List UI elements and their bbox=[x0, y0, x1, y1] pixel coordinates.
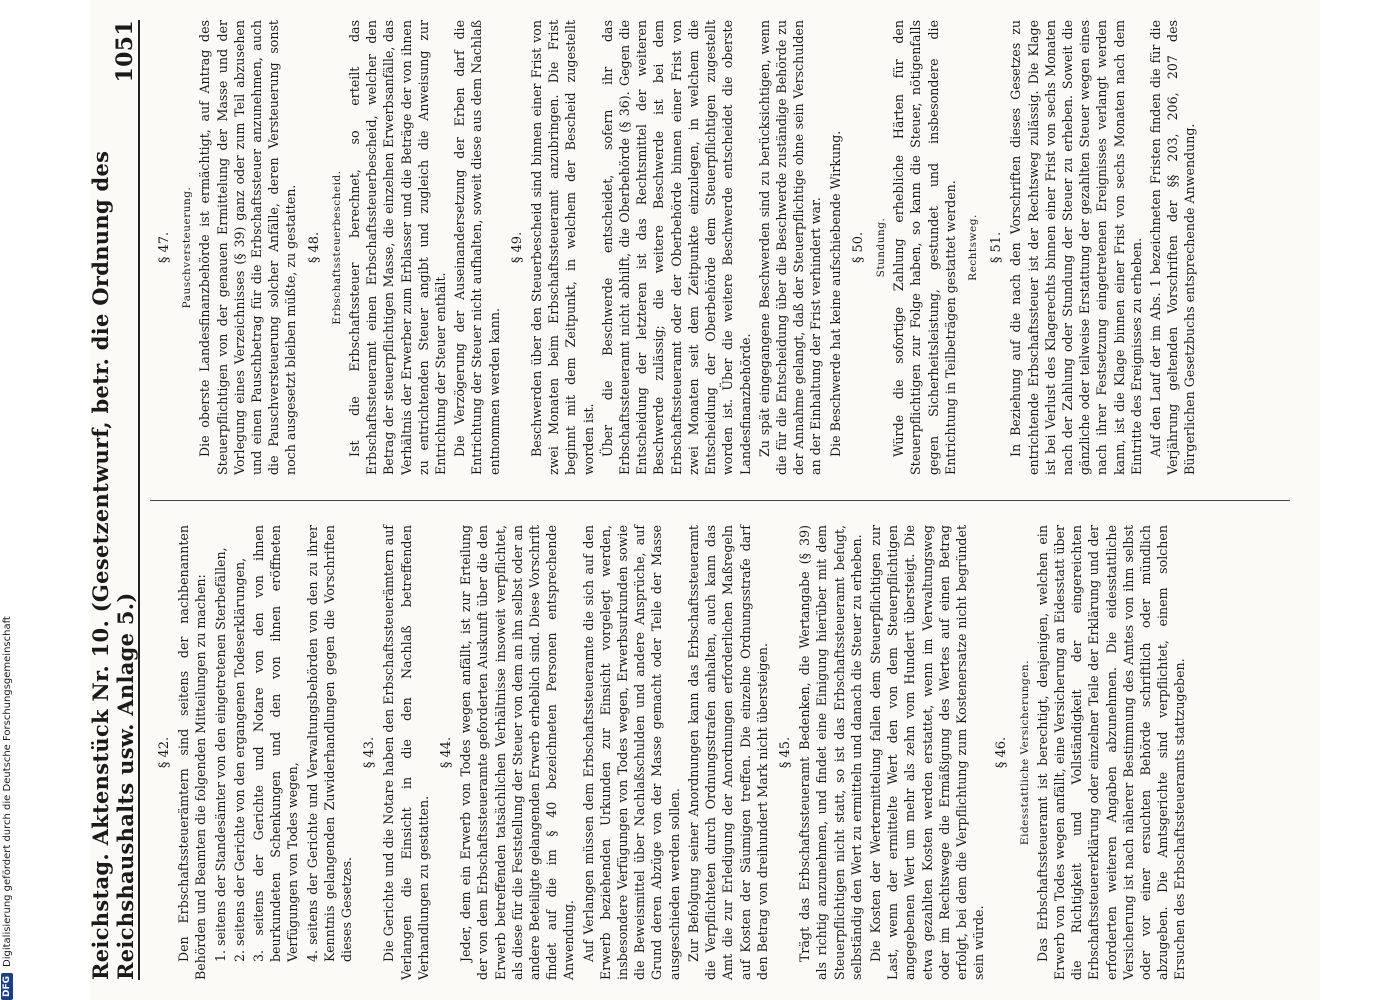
section-heading: § 45. bbox=[777, 736, 793, 769]
digitization-credit bbox=[1, 0, 13, 1000]
section-subtitle: Rechtsweg. bbox=[966, 214, 979, 281]
left-column bbox=[150, 525, 1310, 980]
paragraph: Über die Beschwerde entscheidet, sofern ihr das Erbschaftssteueramt nicht abhilft, die Oberbehörde (§ 36). Gegen die Entscheidung der letzteren ist das Rechtsmittel der weiteren Beschwerde zulässig; die weitere Beschwerde ist bei dem Erbschaftssteueramt oder der Oberbehörde binnen einer Frist von zwei Monaten seit dem Zeitpunkte einzulegen, in welchem die Entscheidung der Oberbehörde dem Steuerpflichtigen zugestellt worden ist. Über die weitere Beschwerde entscheidet die oberste Landesfinanzbehörde. bbox=[599, 20, 753, 475]
paragraph: Zu spät eingegangene Beschwerden sind zu berücksichtigen, wenn die für die Entscheidung über die Beschwerde zuständige Behörde zu der Annahme gelangt, daß der Steuerpflichtige ohne sein Verschulden an der Einhaltung der Frist verhindert war. bbox=[756, 20, 824, 475]
section-subtitle: Pauschversteuerung. bbox=[181, 186, 194, 309]
list-item: 2. seitens der Gerichte von den ergangenen Todeserklärungen, bbox=[231, 557, 247, 962]
section-heading: § 50. bbox=[850, 231, 866, 264]
list-item: 3. seitens der Gerichte und Notare von den von ihnen beurkundeten Schenkungen und den von ihnen eröffneten Verfügungen von Todes wegen, bbox=[251, 525, 301, 962]
column-divider bbox=[150, 500, 1290, 501]
section-heading: § 51. bbox=[989, 231, 1005, 264]
paragraph: Die Verzögerung der Auseinandersetzung der Erben darf die Entrichtung der Steuer nicht aufhalten, soweit diese aus dem Nachlaß entnommen werden kann. bbox=[452, 20, 502, 475]
section-heading: § 46. bbox=[994, 736, 1010, 769]
section-heading: § 48. bbox=[306, 231, 322, 264]
paragraph: Die oberste Landesfinanzbehörde ist ermächtigt, auf Antrag des Steuerpflichtigen von der genauen Ermittelung der Masse und der Vorlegung eines Verzeichnisses (§ 39) ganz oder zum Teil abzusehen und einen Pauschbetrag für die Erbschaftssteuer anzunehmen, auch die Pauschversteuerung solcher Anfälle, deren Versteuerung sonst noch ausgesetzt bleiben müßte, zu gestatten. bbox=[197, 20, 299, 475]
paragraph: Zur Befolgung seiner Anordnungen kann das Erbschaftssteueramt die Verpflichteten durch Ordnungsstrafen anhalten, auch kann das Amt die zur Erledigung der Anordnungen erforderlichen Maßregeln auf Kosten der Säumigen treffen. Die einzelne Ordnungsstrafe darf den Betrag von dreihundert Mark nicht übersteigen. bbox=[685, 525, 770, 980]
credit-text: Digitalisierung gefördert durch die Deutsche Forschungsgemeinschaft bbox=[1, 616, 13, 967]
paragraph: Jeder, dem ein Erwerb von Todes wegen anfällt, ist zur Erteilung der von dem Erbschaftssteueramte geforderten Auskunft über die den Erwerb betreffenden tatsächlichen Verhältnisse insoweit verpflichtet, als diese für die Feststellung der Steuer von dem an ihn selbst oder an andere Beteiligte gelangenden Erwerb erheblich sind. Diese Vorschrift findet auf die im § 40 bezeichneten Personen entsprechende Anwendung. bbox=[458, 525, 577, 980]
paragraph: Den Erbschaftssteuerämtern sind seitens der nachbenannten Behörden und Beamten die folgenden Mitteilungen zu machen: bbox=[176, 525, 209, 980]
paragraph: Würde die sofortige Zahlung erhebliche Härten für den Steuerpflichtigen zur Folge haben, so kann die Steuer, nötigenfalls gegen Sicherheitsleistung, gestundet und insbesondere die Entrichtung in Teilbeträgen gestattet werden. bbox=[891, 20, 958, 475]
paragraph: Beschwerden über den Steuerbescheid sind binnen einer Frist von zwei Monaten beim Erbschaftssteueramt anzubringen. Die Frist beginnt mit dem Zeitpunkt, in welchem der Bescheid zugestellt worden ist. bbox=[529, 20, 596, 475]
paragraph: Auf den Lauf der im Abs. 1 bezeichneten Fristen finden die für die Verjährung geltenden Vorschriften der §§ 203, 206, 207 des Bürgerlichen Gesetzbuchs entsprechende Anwendung. bbox=[1147, 20, 1198, 475]
paragraph: Die Kosten der Wertermittelung fallen dem Steuerpflichtigen zur Last, wenn der ermittelte Wert den von dem Steuerpflichtigen angegebenen Wert um mehr als zehn vom Hundert übersteigt. Die etwa gezahlten Kosten werden erstattet, wenn im Verwaltungsweg oder im Rechtswege die Ermäßigung des Wertes auf einen Betrag erfolgt, bei dem die Verpflichtung zum Kostenersatze nicht begründet sein würde. bbox=[867, 525, 987, 980]
section-heading: § 49. bbox=[509, 231, 525, 264]
paragraph: Das Erbschaftssteueramt ist berechtigt, denjenigen, welchen ein Erwerb von Todes wegen anfällt, eine Versicherung an Eidesstatt über die Richtigkeit und Vollständigkeit der eingereichten Erbschaftssteuererklärung oder einzelner Teile der Erklärung und der erforderten weiteren Angaben abzunehmen. Die eidesstattliche Versicherung ist nach näherer Bestimmung des Amtes von ihm selbst oder vor einer ersuchten Behörde schriftlich oder mündlich abzugeben. Die Amtsgerichte sind verpflichtet, einem solchen Ersuchen des Erbschaftssteueramts stattzugeben. bbox=[1034, 525, 1188, 980]
section-subtitle: Stundung. bbox=[874, 217, 887, 278]
section-heading: § 44. bbox=[439, 736, 455, 769]
document-page bbox=[90, 0, 1320, 1000]
page-header bbox=[88, 20, 140, 980]
section-subtitle: Eidesstattliche Versicherungen. bbox=[1018, 659, 1031, 846]
page-number: 1051 bbox=[112, 20, 138, 83]
section-heading: § 43. bbox=[362, 736, 378, 769]
paragraph: Trägt das Erbschaftssteueramt Bedenken, die Wertangabe (§ 39) als richtig anzunehmen, und findet eine Einigung hierüber mit dem Steuerpflichtigen nicht statt, so ist das Erbschaftssteueramt befugt, selbständig den Wert zu ermitteln und danach die Steuer zu erheben. bbox=[797, 525, 864, 980]
paragraph: Die Gerichte und die Notare haben den Erbschaftssteuerämtern auf Verlangen die Einsicht in die den Nachlaß betreffenden Verhandlungen zu gestatten. bbox=[381, 525, 431, 980]
section-heading: § 47. bbox=[157, 231, 172, 264]
header-title: Reichstag. Aktenstück Nr. 10. (Gesetzentwurf, betr. die Ordnung des Reichshaushalts usw. Anlage 5.) bbox=[88, 150, 138, 980]
list-item: 1. seitens der Standesämter von den eingetretenen Sterbefällen, bbox=[212, 547, 228, 962]
right-column bbox=[150, 20, 1310, 475]
rotated-page bbox=[90, 0, 1320, 1000]
paragraph: Die Beschwerde hat keine aufschiebende Wirkung. bbox=[827, 130, 843, 457]
paragraph: Auf Verlangen müssen dem Erbschaftssteueramte die sich auf den Erwerb beziehenden Urkunden zur Einsicht vorgelegt werden, insbesondere Verfügungen von Todes wegen, Erwerbsurkunden sowie die Beweismittel über Nachlaßschulden und andere Ansprüche, auf Grund deren Abzüge von der Masse gemacht oder Teile der Masse ausgeschieden werden sollen. bbox=[580, 525, 682, 980]
list-item: 4. seitens der Gerichte und Verwaltungsbehörden von den zu ihrer Kenntnis gelangenden Zuwiderhandlungen gegen die Vorschriften dieses Gesetzes. bbox=[304, 525, 355, 962]
paragraph: Ist die Erbschaftssteuer berechnet, so erteilt das Erbschaftssteueramt einen Erbschaftssteuerbescheid, welcher den Betrag der steuerpflichtigen Masse, die einzelnen Erwerbsanfälle, das Verhältnis der Erwerber zum Erblasser und die Beträge der von ihnen zu entrichtenden Steuer angibt und zugleich die Anweisung zur Entrichtung der Steuer enthält. bbox=[347, 20, 449, 475]
section-subtitle: Erbschaftssteuerbescheid. bbox=[330, 170, 343, 325]
dfg-logo: DFG bbox=[1, 973, 13, 1000]
paragraph: In Beziehung auf die nach den Vorschriften dieses Gesetzes zu entrichtende Erbschaftssteuer ist der Rechtsweg zulässig. Die Klage ist bei Verlust des Klagerechts binnen einer Frist von sechs Monaten nach der Zahlung oder Stundung der Steuer zu erheben. Soweit die gänzliche oder teilweise Erstattung der gezahlten Steuer wegen eines nach ihrer Festsetzung eingetretenen Ereignisses verlangt werden kann, ist die Klage binnen einer Frist von sechs Monaten nach dem Eintritte des Ereignisses zu erheben. bbox=[1008, 20, 1144, 475]
section-heading: § 42. bbox=[157, 736, 172, 769]
